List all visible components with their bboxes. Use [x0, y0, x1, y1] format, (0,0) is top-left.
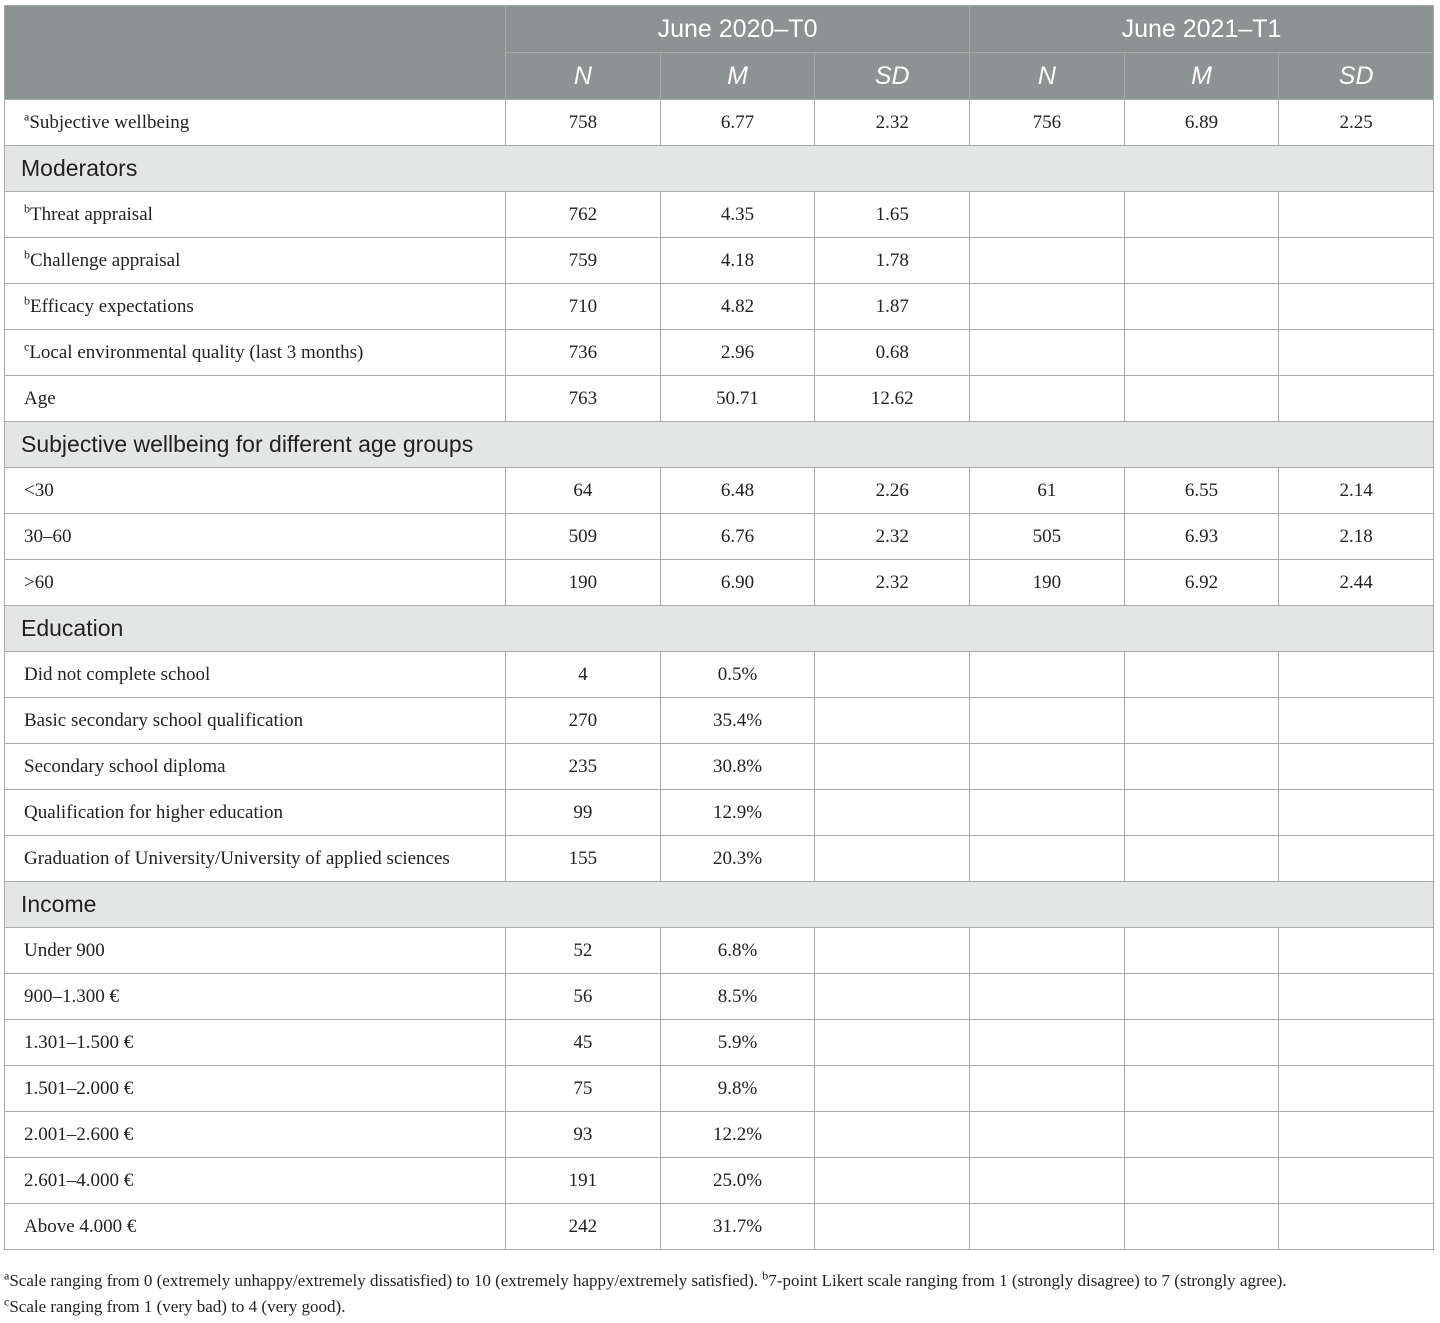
- table-cell: 6.8%: [660, 928, 815, 974]
- table-cell: 1.65: [815, 192, 970, 238]
- table-row: [5, 836, 1434, 882]
- row-label: [5, 238, 506, 284]
- row-label-text: Local environmental quality (last 3 months): [29, 341, 364, 363]
- table-row: [5, 238, 1434, 284]
- table-cell: [1279, 652, 1434, 698]
- row-label: [5, 1112, 506, 1158]
- table-cell: 2.14: [1279, 468, 1434, 514]
- table-cell: 2.18: [1279, 514, 1434, 560]
- row-label-text: Efficacy expectations: [30, 295, 194, 317]
- table-cell: 12.62: [815, 376, 970, 422]
- table-cell: [1279, 238, 1434, 284]
- table-cell: 2.26: [815, 468, 970, 514]
- table-cell: 6.90: [660, 560, 815, 606]
- row-footnote-marker: b: [24, 247, 30, 262]
- table-cell: [1124, 330, 1279, 376]
- row-label-text: Age: [24, 387, 56, 409]
- table-cell: [1124, 974, 1279, 1020]
- table-cell: [815, 928, 970, 974]
- table-cell: [1124, 652, 1279, 698]
- table-cell: 756: [970, 100, 1125, 146]
- table-row: [5, 376, 1434, 422]
- footnote-line-1: [4, 1268, 1436, 1294]
- table-cell: [1279, 192, 1434, 238]
- row-label-text: Threat appraisal: [30, 203, 153, 225]
- table-cell: 52: [506, 928, 661, 974]
- table-cell: [970, 790, 1125, 836]
- table-footnotes: [4, 1268, 1436, 1320]
- row-label-text: >60: [24, 571, 54, 593]
- table-row: [5, 1112, 1434, 1158]
- row-label: [5, 376, 506, 422]
- table-cell: [1124, 1204, 1279, 1250]
- table-cell: 190: [506, 560, 661, 606]
- table-cell: [1124, 192, 1279, 238]
- table-cell: 35.4%: [660, 698, 815, 744]
- row-label: [5, 974, 506, 1020]
- table-cell: [1279, 698, 1434, 744]
- table-cell: [1124, 1020, 1279, 1066]
- table-cell: [1279, 1204, 1434, 1250]
- footnote-a-marker: a: [4, 1268, 10, 1283]
- row-label-text: Secondary school diploma: [24, 755, 226, 777]
- row-footnote-marker: a: [24, 109, 30, 124]
- section-header-row: [5, 882, 1434, 928]
- table-cell: 710: [506, 284, 661, 330]
- row-label-text: Subjective wellbeing: [29, 111, 190, 133]
- section-title: Subjective wellbeing for different age groups: [5, 422, 1434, 468]
- table-cell: [970, 974, 1125, 1020]
- table-cell: [1279, 1066, 1434, 1112]
- footnote-b-text: 7-point Likert scale ranging from 1 (strongly disagree) to 7 (strongly agree).: [768, 1271, 1287, 1290]
- section-header-row: [5, 422, 1434, 468]
- table-cell: [1279, 836, 1434, 882]
- table-cell: [815, 1158, 970, 1204]
- table-cell: [815, 974, 970, 1020]
- table-cell: [1124, 790, 1279, 836]
- row-label-text: Basic secondary school qualification: [24, 709, 304, 731]
- table-cell: [815, 790, 970, 836]
- row-label-text: 1.301–1.500 €: [24, 1031, 134, 1053]
- table-row: [5, 698, 1434, 744]
- table-cell: [970, 330, 1125, 376]
- table-cell: 64: [506, 468, 661, 514]
- table-cell: [815, 652, 970, 698]
- table-cell: [1124, 836, 1279, 882]
- table-cell: [1124, 376, 1279, 422]
- table-row: [5, 330, 1434, 376]
- table-cell: 762: [506, 192, 661, 238]
- table-cell: 1.78: [815, 238, 970, 284]
- table-cell: 270: [506, 698, 661, 744]
- header-col-sd: SD: [1279, 53, 1434, 100]
- header-col-sd: SD: [815, 53, 970, 100]
- table-cell: 50.71: [660, 376, 815, 422]
- table-cell: 0.68: [815, 330, 970, 376]
- row-label-text: Did not complete school: [24, 663, 211, 685]
- row-label-text: <30: [24, 479, 54, 501]
- row-footnote-marker: b: [24, 293, 30, 308]
- table-cell: 6.48: [660, 468, 815, 514]
- row-label: [5, 1066, 506, 1112]
- row-label: [5, 514, 506, 560]
- table-header: [5, 6, 1434, 100]
- table-cell: [970, 1066, 1125, 1112]
- table-cell: [970, 1112, 1125, 1158]
- row-label: [5, 560, 506, 606]
- table-cell: 505: [970, 514, 1125, 560]
- header-col-n: N: [970, 53, 1125, 100]
- header-col-m: M: [660, 53, 815, 100]
- row-label: [5, 1020, 506, 1066]
- table-cell: [970, 928, 1125, 974]
- table-cell: [1124, 1158, 1279, 1204]
- table-row: [5, 1066, 1434, 1112]
- table-cell: 9.8%: [660, 1066, 815, 1112]
- table-cell: 6.89: [1124, 100, 1279, 146]
- row-label: [5, 284, 506, 330]
- table-body: [5, 100, 1434, 1250]
- table-cell: 2.44: [1279, 560, 1434, 606]
- header-group-t0: June 2020–T0: [506, 6, 970, 53]
- section-title: Income: [5, 882, 1434, 928]
- table-cell: 191: [506, 1158, 661, 1204]
- table-cell: 12.2%: [660, 1112, 815, 1158]
- row-label: [5, 652, 506, 698]
- table-row: [5, 560, 1434, 606]
- table-cell: 0.5%: [660, 652, 815, 698]
- table-cell: [1124, 1066, 1279, 1112]
- table-cell: [970, 1204, 1125, 1250]
- table-row: [5, 284, 1434, 330]
- row-label: [5, 192, 506, 238]
- table-cell: 509: [506, 514, 661, 560]
- table-cell: [970, 284, 1125, 330]
- footnote-a-text: Scale ranging from 0 (extremely unhappy/extremely dissatisfied) to 10 (extremely happy/extremely satisfied).: [9, 1271, 763, 1290]
- table-cell: [970, 376, 1125, 422]
- table-cell: 25.0%: [660, 1158, 815, 1204]
- row-label-text: Above 4.000 €: [24, 1215, 137, 1237]
- table-cell: [1124, 744, 1279, 790]
- section-title: Education: [5, 606, 1434, 652]
- table-container: [4, 5, 1434, 1250]
- table-cell: 6.55: [1124, 468, 1279, 514]
- row-footnote-marker: c: [24, 339, 30, 354]
- table-cell: 61: [970, 468, 1125, 514]
- table-cell: [815, 698, 970, 744]
- table-cell: 235: [506, 744, 661, 790]
- table-cell: 763: [506, 376, 661, 422]
- table-cell: [1124, 928, 1279, 974]
- section-header-row: [5, 146, 1434, 192]
- table-cell: 242: [506, 1204, 661, 1250]
- table-cell: [1279, 284, 1434, 330]
- header-group-t1: June 2021–T1: [970, 6, 1434, 53]
- table-cell: [1279, 330, 1434, 376]
- table-cell: [1279, 790, 1434, 836]
- header-col-n: N: [506, 53, 661, 100]
- section-title: Moderators: [5, 146, 1434, 192]
- table-cell: 5.9%: [660, 1020, 815, 1066]
- row-label-text: 1.501–2.000 €: [24, 1077, 134, 1099]
- table-cell: 6.77: [660, 100, 815, 146]
- row-label-text: 30–60: [24, 525, 72, 547]
- row-label: [5, 1158, 506, 1204]
- table-cell: [970, 836, 1125, 882]
- row-label-text: Under 900: [24, 939, 105, 961]
- row-label: [5, 468, 506, 514]
- row-label-text: 2.001–2.600 €: [24, 1123, 134, 1145]
- footnote-line-2: [4, 1294, 1436, 1320]
- table-cell: 2.32: [815, 560, 970, 606]
- table-row: [5, 1158, 1434, 1204]
- row-label-text: Challenge appraisal: [30, 249, 181, 271]
- table-cell: [1124, 238, 1279, 284]
- table-cell: 2.32: [815, 514, 970, 560]
- table-cell: 6.93: [1124, 514, 1279, 560]
- table-cell: [1124, 1112, 1279, 1158]
- table-cell: [970, 238, 1125, 284]
- row-footnote-marker: b: [24, 201, 30, 216]
- table-cell: [1124, 284, 1279, 330]
- table-cell: 4: [506, 652, 661, 698]
- table-cell: 8.5%: [660, 974, 815, 1020]
- table-row: [5, 192, 1434, 238]
- row-label-text: 2.601–4.000 €: [24, 1169, 134, 1191]
- table-cell: [1124, 698, 1279, 744]
- table-cell: 20.3%: [660, 836, 815, 882]
- table-cell: [970, 652, 1125, 698]
- table-cell: [1279, 1112, 1434, 1158]
- header-blank-cell: [5, 6, 506, 100]
- table-cell: [970, 698, 1125, 744]
- table-cell: 4.35: [660, 192, 815, 238]
- row-label: [5, 100, 506, 146]
- row-label-text: Graduation of University/University of applied sciences: [24, 847, 450, 869]
- table-cell: 190: [970, 560, 1125, 606]
- table-cell: 736: [506, 330, 661, 376]
- table-cell: [970, 744, 1125, 790]
- table-cell: 6.76: [660, 514, 815, 560]
- footnote-c-marker: c: [4, 1294, 10, 1309]
- descriptive-statistics-table: [4, 5, 1434, 1250]
- table-cell: 31.7%: [660, 1204, 815, 1250]
- table-cell: [1279, 1020, 1434, 1066]
- row-label-text: 900–1.300 €: [24, 985, 119, 1007]
- table-cell: [815, 1020, 970, 1066]
- row-label: [5, 928, 506, 974]
- table-cell: [1279, 1158, 1434, 1204]
- table-cell: [815, 1204, 970, 1250]
- section-header-row: [5, 606, 1434, 652]
- table-row: [5, 1204, 1434, 1250]
- table-cell: [815, 1066, 970, 1112]
- table-cell: [970, 192, 1125, 238]
- footnote-c-text: Scale ranging from 1 (very bad) to 4 (very good).: [9, 1297, 346, 1316]
- table-cell: [815, 836, 970, 882]
- table-cell: [1279, 974, 1434, 1020]
- row-label: [5, 836, 506, 882]
- table-cell: 155: [506, 836, 661, 882]
- row-label: [5, 744, 506, 790]
- table-row: [5, 974, 1434, 1020]
- row-label: [5, 330, 506, 376]
- table-row: [5, 100, 1434, 146]
- table-row: [5, 1020, 1434, 1066]
- table-cell: 2.32: [815, 100, 970, 146]
- table-cell: 759: [506, 238, 661, 284]
- table-cell: 45: [506, 1020, 661, 1066]
- row-label: [5, 790, 506, 836]
- table-cell: [815, 744, 970, 790]
- footnote-b-marker: b: [762, 1268, 769, 1283]
- table-cell: 2.96: [660, 330, 815, 376]
- table-cell: 2.25: [1279, 100, 1434, 146]
- table-cell: 6.92: [1124, 560, 1279, 606]
- table-cell: [815, 1112, 970, 1158]
- row-label-text: Qualification for higher education: [24, 801, 284, 823]
- table-cell: 30.8%: [660, 744, 815, 790]
- table-cell: [1279, 744, 1434, 790]
- table-cell: 12.9%: [660, 790, 815, 836]
- table-row: [5, 790, 1434, 836]
- header-col-m: M: [1124, 53, 1279, 100]
- row-label: [5, 1204, 506, 1250]
- table-row: [5, 928, 1434, 974]
- table-cell: 1.87: [815, 284, 970, 330]
- table-row: [5, 514, 1434, 560]
- table-cell: 758: [506, 100, 661, 146]
- table-cell: [1279, 928, 1434, 974]
- table-cell: [1279, 376, 1434, 422]
- table-cell: [970, 1020, 1125, 1066]
- table-row: [5, 652, 1434, 698]
- table-cell: 4.18: [660, 238, 815, 284]
- table-cell: 56: [506, 974, 661, 1020]
- table-cell: [970, 1158, 1125, 1204]
- table-cell: 4.82: [660, 284, 815, 330]
- table-row: [5, 468, 1434, 514]
- table-cell: 99: [506, 790, 661, 836]
- table-cell: 75: [506, 1066, 661, 1112]
- table-row: [5, 744, 1434, 790]
- row-label: [5, 698, 506, 744]
- table-cell: 93: [506, 1112, 661, 1158]
